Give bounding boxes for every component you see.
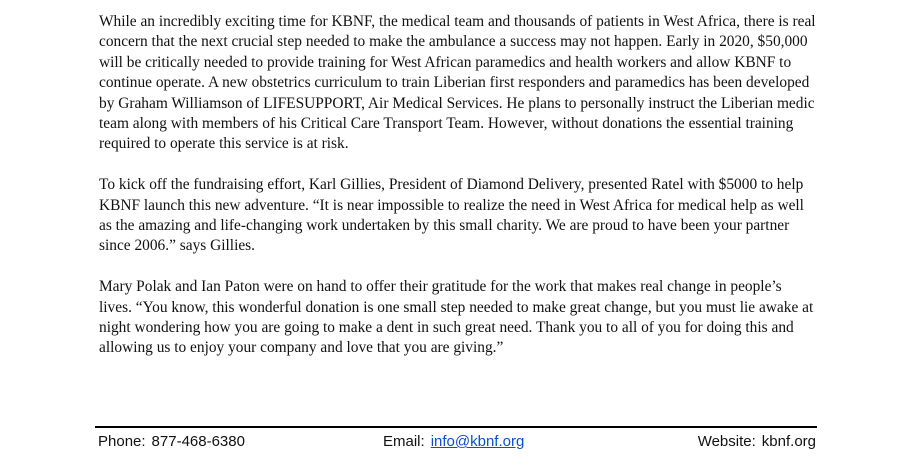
article-paragraph-3: Mary Polak and Ian Paton were on hand to offer their gratitude for the work that makes real change in people’s lives. “You know, this wonderful donation is one small step needed to make great change, but you must lie awake at night wondering how you are going to make a dent in such great need. Thank you to all of you for doing this and allowing us to enjoy your company and love that you are giving.”	[99, 278, 814, 357]
phone-number: 877-468-6380	[151, 433, 245, 450]
email-label: Email:	[383, 433, 425, 450]
footer-website	[698, 432, 816, 452]
footer-phone	[98, 432, 245, 452]
phone-label: Phone:	[98, 433, 146, 450]
article-paragraph-2: To kick off the fundraising effort, Karl Gillies, President of Diamond Delivery, presented Ratel with $5000 to help KBNF launch this new adventure. “It is near impossible to realize the need in West Africa for medical help as well as the amazing and life-changing work undertaken by this small charity. We are proud to have been your partner since 2006.” says Gillies.	[99, 176, 804, 255]
footer-divider	[95, 426, 817, 428]
website-url: kbnf.org	[761, 433, 816, 450]
email-link[interactable]: info@kbnf.org	[430, 433, 525, 450]
contact-footer	[98, 432, 816, 452]
article-body	[99, 12, 817, 379]
article-paragraph-1: While an incredibly exciting time for KBNF, the medical team and thousands of patients in West Africa, there is real concern that the next crucial step needed to make the ambulance a success may not happen. Early in 2020, $50,000 will be critically needed to provide training for West African paramedics and health workers and allow KBNF to continue operate. A new obstetrics curriculum to train Liberian first responders and paramedics has been developed by Graham Williamson of LIFESUPPORT, Air Medical Services. He plans to personally instruct the Liberian medic team along with members of his Critical Care Transport Team. However, without donations the essential training required to operate this service is at risk.	[99, 13, 816, 153]
website-label: Website:	[697, 433, 756, 450]
footer-email	[383, 432, 524, 452]
